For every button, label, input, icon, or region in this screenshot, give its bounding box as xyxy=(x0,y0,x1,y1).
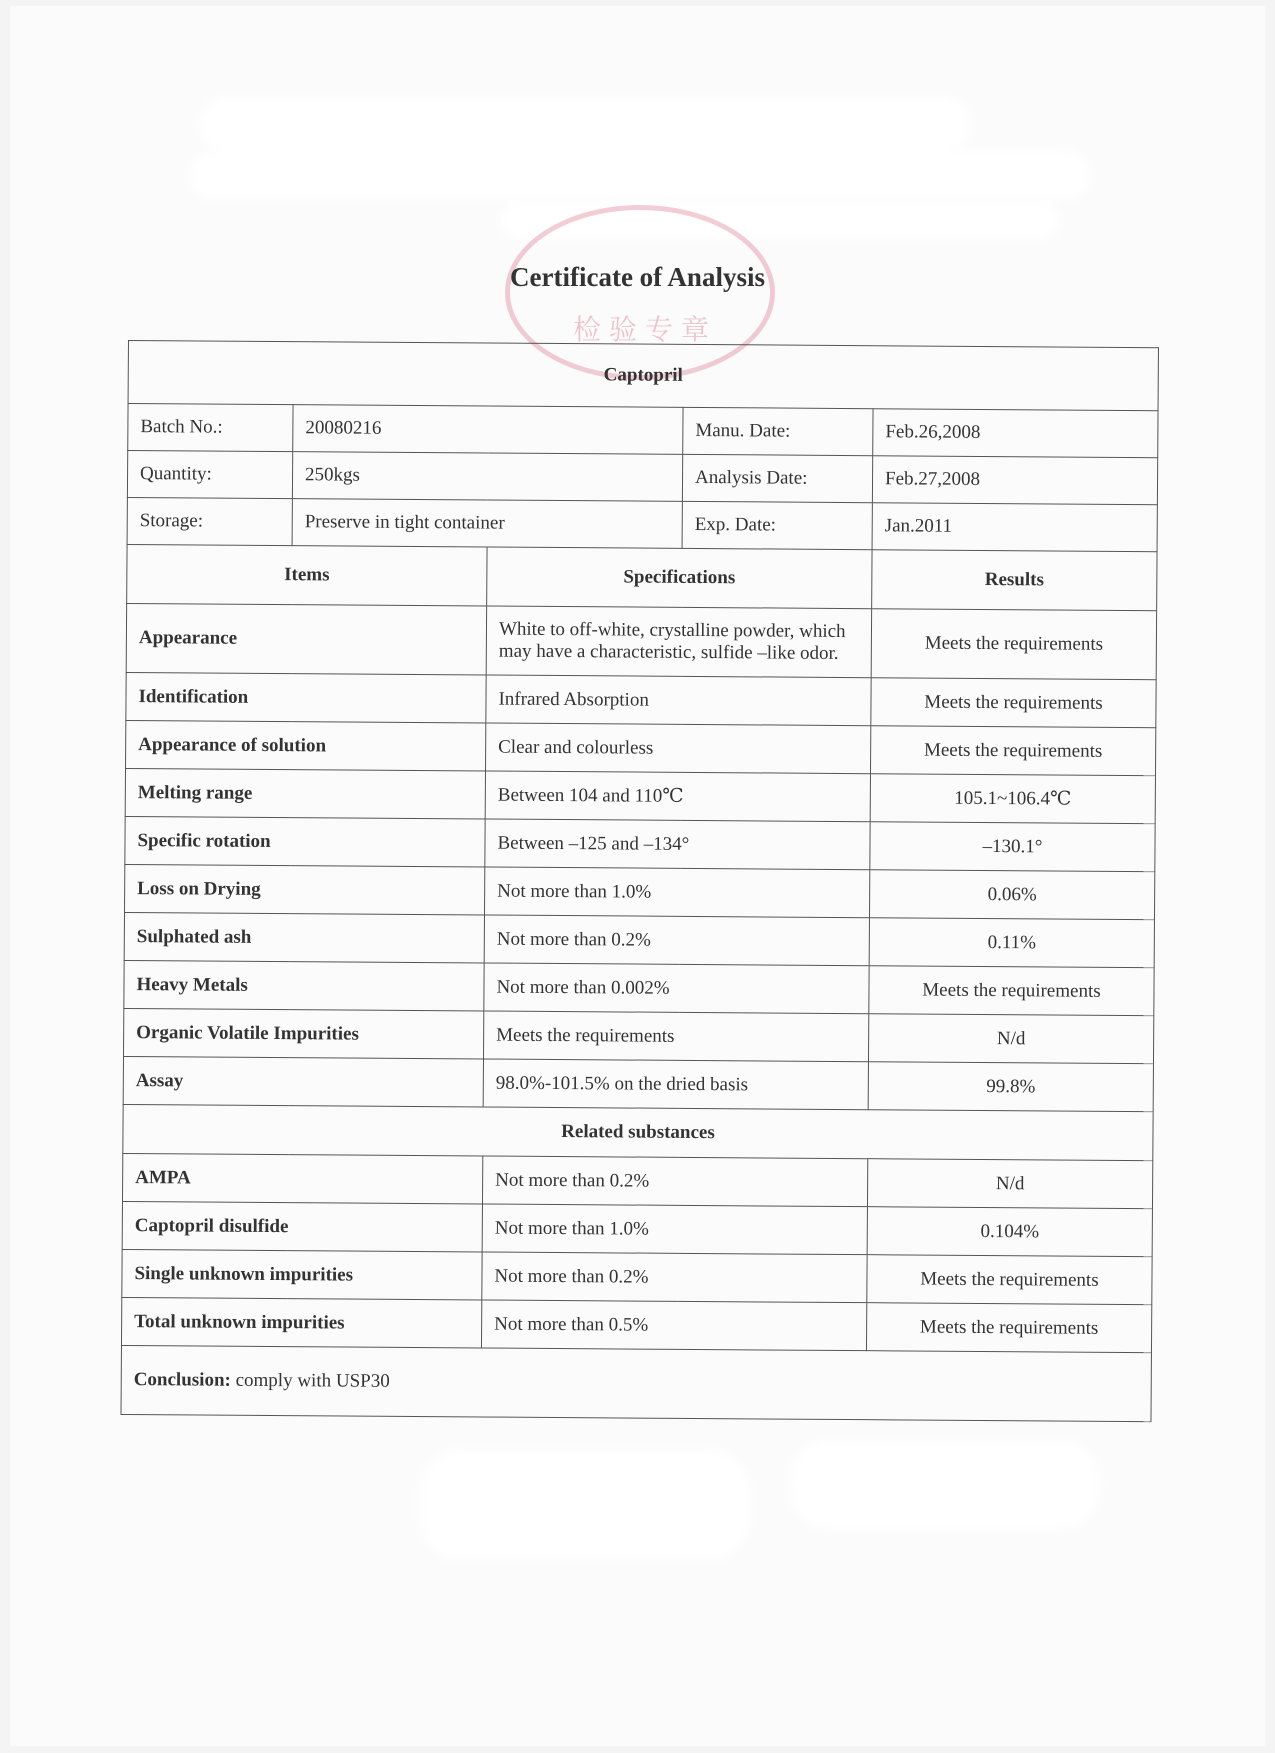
analysis-date-label: Analysis Date: xyxy=(682,454,872,502)
test-item: Sulphated ash xyxy=(124,912,484,963)
column-header-items: Items xyxy=(127,544,487,606)
test-row xyxy=(124,960,1154,1015)
test-result: Meets the requirements xyxy=(871,678,1156,728)
test-spec: Not more than 0.2% xyxy=(484,915,869,966)
related-spec: Not more than 0.2% xyxy=(482,1156,867,1207)
manu-date-value: Feb.26,2008 xyxy=(873,409,1158,458)
test-row xyxy=(124,912,1154,967)
related-item: Single unknown impurities xyxy=(122,1249,482,1300)
exp-date-value: Jan.2011 xyxy=(872,503,1157,552)
test-row xyxy=(125,768,1155,823)
column-header-specifications: Specifications xyxy=(487,547,872,609)
test-item: Melting range xyxy=(125,768,485,819)
test-spec: Between –125 and –134° xyxy=(485,819,870,870)
test-result: –130.1° xyxy=(870,822,1155,872)
test-row xyxy=(123,1056,1153,1111)
test-item: Assay xyxy=(123,1056,483,1107)
test-spec-line: White to off-white, crystalline powder, which xyxy=(498,618,846,643)
related-result: 0.104% xyxy=(867,1207,1152,1257)
exp-date-label: Exp. Date: xyxy=(682,501,872,549)
test-result: Meets the requirements xyxy=(869,966,1154,1016)
related-result: N/d xyxy=(867,1159,1152,1209)
related-row xyxy=(122,1153,1152,1208)
analysis-date-value: Feb.27,2008 xyxy=(872,456,1157,505)
column-header-row xyxy=(127,544,1157,610)
related-result: Meets the requirements xyxy=(866,1303,1151,1353)
test-row xyxy=(126,672,1156,727)
related-item: Total unknown impurities xyxy=(121,1297,481,1348)
test-result: 0.06% xyxy=(869,870,1154,920)
test-spec xyxy=(486,606,871,678)
test-row xyxy=(126,603,1157,679)
column-header-results: Results xyxy=(872,550,1157,611)
test-item: Organic Volatile Impurities xyxy=(123,1008,483,1059)
info-row-batch xyxy=(128,404,1158,458)
test-row xyxy=(126,720,1156,775)
test-spec: Infrared Absorption xyxy=(486,675,871,726)
quantity-label: Quantity: xyxy=(127,451,292,499)
test-result: 99.8% xyxy=(868,1062,1153,1112)
test-spec: 98.0%-101.5% on the dried basis xyxy=(483,1059,868,1110)
test-spec: Between 104 and 110℃ xyxy=(485,771,870,822)
info-row-quantity xyxy=(127,451,1157,505)
redacted-header-middle xyxy=(190,150,1090,200)
test-item: Identification xyxy=(126,672,486,723)
document-title: Certificate of Analysis xyxy=(510,262,765,292)
test-spec: Not more than 1.0% xyxy=(484,867,869,918)
product-name: Captopril xyxy=(128,341,1158,411)
test-result: Meets the requirements xyxy=(870,726,1155,776)
test-spec: Meets the requirements xyxy=(483,1011,868,1062)
test-row xyxy=(125,816,1155,871)
related-row xyxy=(121,1297,1151,1352)
conclusion-value: comply with USP30 xyxy=(235,1369,390,1392)
stamp-text: 检验专章 xyxy=(572,313,717,346)
test-spec: Not more than 0.002% xyxy=(484,963,869,1014)
test-item: Appearance of solution xyxy=(126,720,486,771)
test-spec: Clear and colourless xyxy=(485,723,870,774)
manu-date-label: Manu. Date: xyxy=(683,407,873,455)
related-item: AMPA xyxy=(122,1153,482,1204)
related-result: Meets the requirements xyxy=(867,1255,1152,1305)
conclusion-label: Conclusion: xyxy=(133,1369,231,1391)
conclusion xyxy=(121,1345,1152,1421)
related-spec: Not more than 1.0% xyxy=(482,1204,867,1255)
test-result: Meets the requirements xyxy=(871,609,1157,680)
test-result: 105.1~106.4℃ xyxy=(870,774,1155,824)
test-item: Specific rotation xyxy=(125,816,485,867)
related-spec: Not more than 0.2% xyxy=(482,1252,867,1303)
batch-label: Batch No.: xyxy=(128,404,293,452)
related-row xyxy=(122,1249,1152,1304)
redacted-footer-right xyxy=(790,1440,1100,1530)
redacted-footer-left xyxy=(420,1450,750,1560)
test-row xyxy=(123,1008,1153,1063)
test-item: Heavy Metals xyxy=(124,960,484,1011)
test-row xyxy=(125,864,1155,919)
related-substances-heading: Related substances xyxy=(123,1104,1153,1160)
batch-value: 20080216 xyxy=(293,405,683,455)
redacted-header-top xyxy=(200,95,970,155)
storage-value: Preserve in tight container xyxy=(292,499,682,549)
test-item: Appearance xyxy=(126,603,486,675)
certificate-table xyxy=(120,340,1159,1422)
test-result: 0.11% xyxy=(869,918,1154,968)
storage-label: Storage: xyxy=(127,497,292,545)
related-spec: Not more than 0.5% xyxy=(481,1300,866,1351)
related-row xyxy=(122,1201,1152,1256)
quantity-value: 250kgs xyxy=(292,452,682,502)
related-item: Captopril disulfide xyxy=(122,1201,482,1252)
info-row-storage xyxy=(127,497,1157,551)
test-result: N/d xyxy=(868,1014,1153,1064)
test-spec-line: may have a characteristic, sulfide –like odor. xyxy=(498,640,839,664)
test-item: Loss on Drying xyxy=(125,864,485,915)
